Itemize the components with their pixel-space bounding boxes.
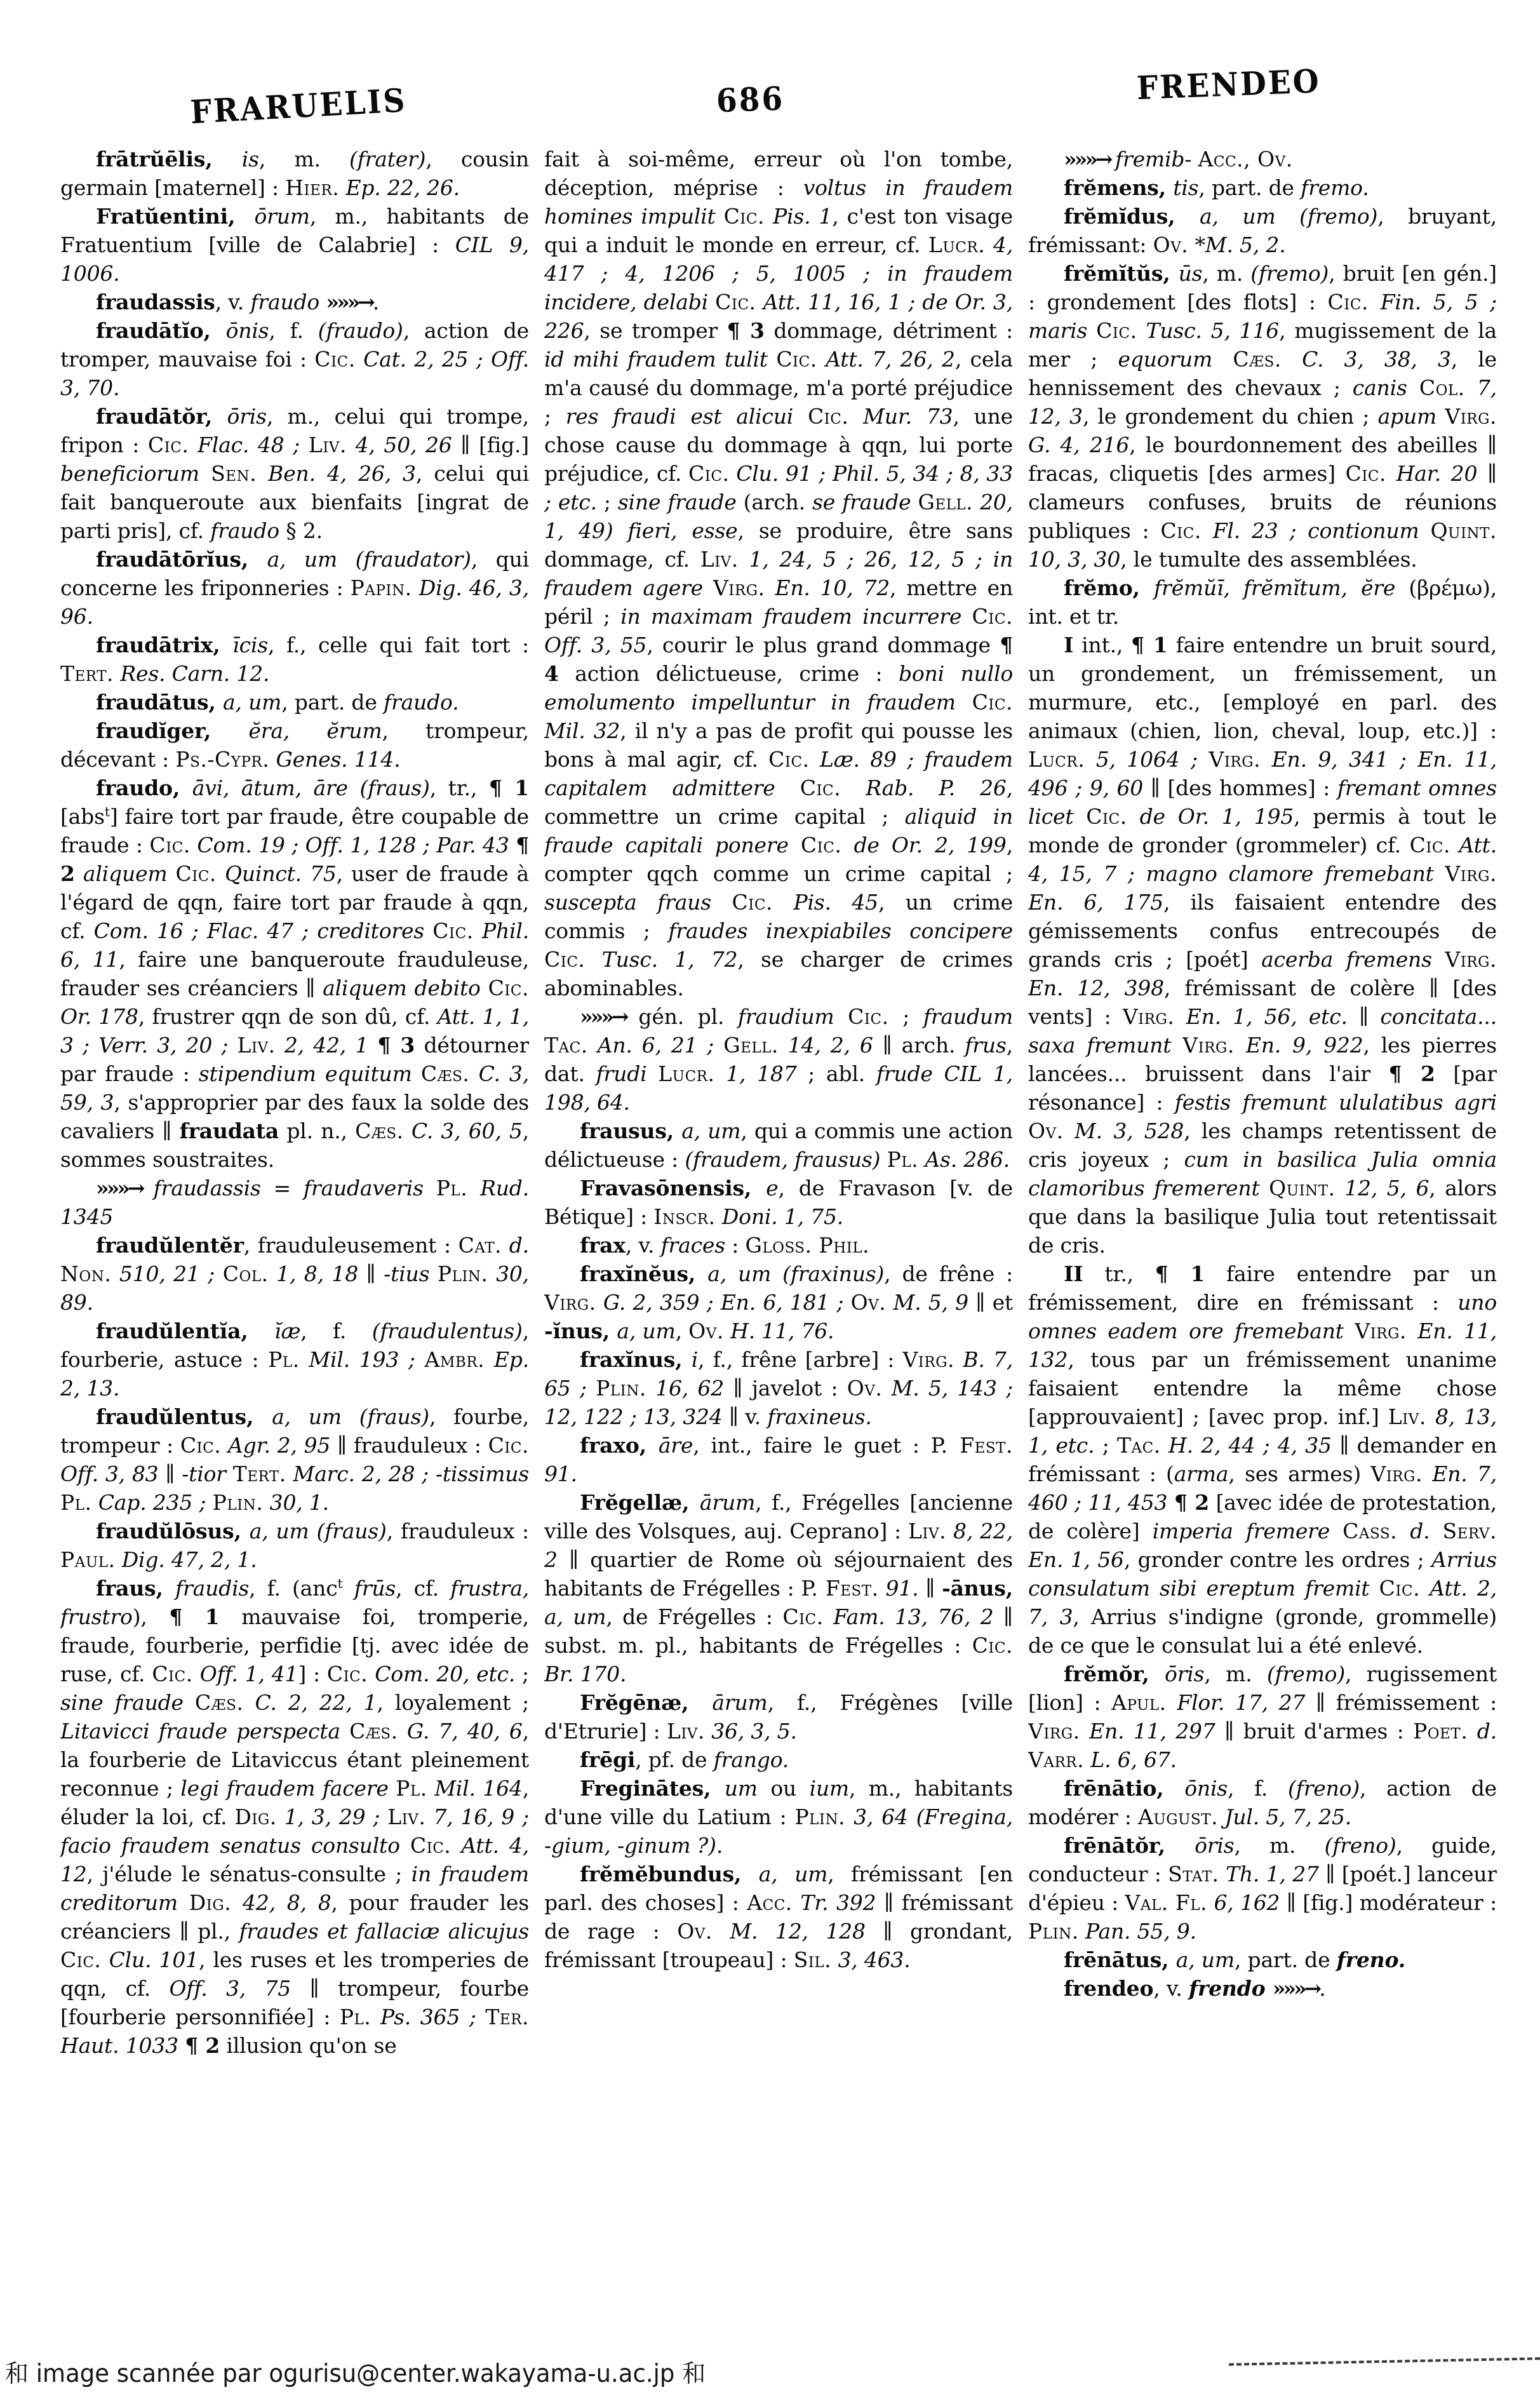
dictionary-entry: fraudātōrĭus, a, um (fraudator), qui concerne les friponneries : Papin. Dig. 46, 3, 96. xyxy=(60,547,529,629)
dictionary-entry: fraudĭger, ĕra, ĕrum, trompeur, décevant : Ps.-Cypr. Genes. 114. xyxy=(60,718,529,772)
dictionary-entry: frĕmo, frĕmŭī, frĕmĭtum, ĕre (βρέμω), int. et tr. xyxy=(1028,575,1497,629)
dictionary-entry: fraudassis, v. fraudo »»»→. xyxy=(96,290,380,314)
arrow-marker-icon: »»»→ xyxy=(1272,1976,1320,2001)
dictionary-entry: frĕmŏr, ōris, m. (fremo), rugissement [lion] : Apul. Flor. 17, 27 ∥ frémissement : Virg. En. 11, 297 ∥ bruit d'armes : Poet. d. Varr. L. 6, 67. xyxy=(1028,1662,1497,1772)
dictionary-entry: II tr., ¶ 1 faire entendre par un frémissement, dire en frémissant : uno omnes eadem ore fremebant Virg. En. 11, 132, tous par un frémissement unanime faisaient entendre la même chose [approuvaient] ; [avec prop. inf.] Liv. 8, 13, 1, etc. ; Tac. H. 2, 44 ; 4, 35 ∥ demander en frémissant : (arma, ses armes) Virg. En. 7, 460 ; 11, 453 ¶ 2 [avec idée de protestation, de colère] imperia fremere Cass. d. Serv. En. 1, 56, gronder contre les ordres ; Arrius consulatum sibi ereptum fremit Cic. Att. 2, 7, 3, Arrius s'indigne (gronde, grommelle) de ce que le consulat lui a été enlevé. xyxy=(1028,1261,1497,1658)
dictionary-entry: fraudŭlentus, a, um (fraus), fourbe, trompeur : Cic. Agr. 2, 95 ∥ frauduleux : Cic. Off. 3, 83 ∥ -tior Tert. Marc. 2, 28 ; -tissimus Pl. Cap. 235 ; Plin. 30, 1. xyxy=(60,1404,529,1515)
arrow-marker-icon: »»»→ xyxy=(1064,147,1116,171)
dictionary-entry: I int., ¶ 1 faire entendre un bruit sourd, un grondement, un frémissement, un murmure, etc., [employé en parl. des animaux (chien, lion, cheval, loup, etc.)] : Lucr. 5, 1064 ; Virg. En. 9, 341 ; En. 11, 496 ; 9, 60 ∥ [des hommes] : fremant omnes licet Cic. de Or. 1, 195, permis à tout le monde de gronder (grommeler) cf. Cic. Att. 4, 15, 7 ; magno clamore fremebant Virg. En. 6, 175, ils faisaient entendre des gémissements confus entrecoupés de grands cris ; [poét] acerba fremens Virg. En. 12, 398, frémissant de colère ∥ [des vents] : Virg. En. 1, 56, etc. ∥ concitata... saxa fremunt Virg. En. 9, 922, les pierres lancées... bruissent dans l'air ¶ 2 [par résonance] : festis fremunt ululatibus agri Ov. M. 3, 528, les champs retentissent de cris joyeux ; cum in basilica Julia omnia clamoribus fremerent Quint. 12, 5, 6, alors que dans la basilique Julia tout retentissait de cris. xyxy=(1028,633,1497,1258)
dictionary-entry: fraxo, āre, int., faire le guet : P. Fest. 91. xyxy=(544,1433,1013,1486)
dictionary-column-2 xyxy=(544,145,1013,2349)
dictionary-entry: fraudātus, a, um, part. de fraudo. xyxy=(96,690,459,715)
dictionary-column-3 xyxy=(1028,145,1497,2349)
dictionary-entry: frĕmĕbundus, a, um, frémissant [en parl. des choses] : Acc. Tr. 392 ∥ frémissant de rage : Ov. M. 12, 128 ∥ grondant, frémissant [troupeau] : Sil. 3, 463. xyxy=(544,1862,1013,1972)
dictionary-entry: fraxĭnus, i, f., frêne [arbre] : Virg. B. 7, 65 ; Plin. 16, 62 ∥ javelot : Ov. M. 5, 143 ; 12, 122 ; 13, 324 ∥ v. fraxineus. xyxy=(544,1347,1013,1429)
dictionary-entry: Frĕgēnæ, ārum, f., Frégènes [ville d'Etrurie] : Liv. 36, 3, 5. xyxy=(544,1690,1013,1744)
dictionary-entry: frax, v. fraces : Gloss. Phil. xyxy=(580,1233,870,1258)
running-head xyxy=(0,0,1540,140)
dictionary-entry: frendeo, v. frendo »»»→. xyxy=(1064,1976,1326,2001)
dictionary-entry: »»»→ gén. pl. fraudium Cic. ; fraudum Tac. An. 6, 21 ; Gell. 14, 2, 6 ∥ arch. frus, dat. frudi Lucr. 1, 187 ; abl. frude CIL 1, 198, 64. xyxy=(544,1004,1013,1115)
dictionary-entry: frātrŭēlis, is, m. (frater), cousin germain [maternel] : Hier. Ep. 22, 26. xyxy=(60,147,529,200)
dictionary-entry: fraudŭlentĕr, frauduleusement : Cat. d. Non. 510, 21 ; Col. 1, 8, 18 ∥ -tius Plin. 30, 89. xyxy=(60,1233,529,1315)
dictionary-entry: fraudātrix, īcis, f., celle qui fait tort : Tert. Res. Carn. 12. xyxy=(60,633,529,686)
dictionary-entry: Fratŭentini, ōrum, m., habitants de Fratuentium [ville de Calabrie] : CIL 9, 1006. xyxy=(60,204,529,286)
dictionary-entry: frēnātio, ōnis, f. (freno), action de modérer : August. Jul. 5, 7, 25. xyxy=(1028,1776,1497,1829)
dictionary-entry: Frĕgellæ, ārum, f., Frégelles [ancienne ville des Volsques, auj. Ceprano] : Liv. 8, 22, 2 ∥ quartier de Rome où séjournaient des habitants de Frégelles : P. Fest. 91. ∥ -ānus, a, um, de Frégelles : Cic. Fam. 13, 76, 2 ∥ subst. m. pl., habitants de Frégelles : Cic. Br. 170. xyxy=(544,1490,1013,1686)
dictionary-columns xyxy=(60,145,1497,2349)
dictionary-entry: frēnātus, a, um, part. de freno. xyxy=(1064,1947,1405,1972)
dictionary-entry: Freginātes, um ou ium, m., habitants d'une ville du Latium : Plin. 3, 64 (Fregina, -gium, -ginum ?). xyxy=(544,1776,1013,1858)
dictionary-entry: fait à soi-même, erreur où l'on tombe, déception, méprise : voltus in fraudem homines impulit Cic. Pis. 1, c'est ton visage qui a induit le monde en erreur, cf. Lucr. 4, 417 ; 4, 1206 ; 5, 1005 ; in fraudem incidere, delabi Cic. Att. 11, 16, 1 ; de Or. 3, 226, se tromper ¶ 3 dommage, détriment : id mihi fraudem tulit Cic. Att. 7, 26, 2, cela m'a causé du dommage, m'a porté préjudice ; res fraudi est alicui Cic. Mur. 73, une chose cause du dommage à qqn, lui porte préjudice, cf. Cic. Clu. 91 ; Phil. 5, 34 ; 8, 33 ; etc. ; sine fraude (arch. se fraude Gell. 20, 1, 49) fieri, esse, se produire, être sans dommage, cf. Liv. 1, 24, 5 ; 26, 12, 5 ; in fraudem agere Virg. En. 10, 72, mettre en péril ; in maximam fraudem incurrere Cic. Off. 3, 55, courir le plus grand dommage ¶ 4 action délictueuse, crime : boni nullo emolumento impelluntur in fraudem Cic. Mil. 32, il n'y a pas de profit qui pousse les bons à mal agir, cf. Cic. Læ. 89 ; fraudem capitalem admittere Cic. Rab. P. 26, commettre un crime capital ; aliquid in fraude capitali ponere Cic. de Or. 2, 199, compter qqch comme un crime capital ; suscepta fraus Cic. Pis. 45, un crime commis ; fraudes inexpiabiles concipere Cic. Tusc. 1, 72, se charger de crimes abominables. xyxy=(544,147,1013,1000)
dictionary-entry: frēgi, pf. de frango. xyxy=(580,1747,789,1772)
dictionary-entry: frĕmens, tis, part. de fremo. xyxy=(1064,175,1369,200)
dictionary-entry: fraudātŏr, ōris, m., celui qui trompe, fripon : Cic. Flac. 48 ; Liv. 4, 50, 26 ∥ [fig.] beneficiorum Sen. Ben. 4, 26, 3, celui qui fait banqueroute aux bienfaits [ingrat de parti pris], cf. fraudo § 2. xyxy=(60,404,529,543)
dictionary-entry: »»»→ fraudassis = fraudaveris Pl. Rud. 1345 xyxy=(60,1176,529,1229)
dictionary-entry: frĕmĭtŭs, ūs, m. (fremo), bruit [en gén.] : grondement [des flots] : Cic. Fin. 5, 5 ; maris Cic. Tusc. 5, 116, mugissement de la mer ; equorum Cæs. C. 3, 38, 3, le hennissement des chevaux ; canis Col. 7, 12, 3, le grondement du chien ; apum Virg. G. 4, 216, le bourdonnement des abeilles ∥ fracas, cliquetis [des armes] Cic. Har. 20 ∥ clameurs confuses, bruits de réunions publiques : Cic. Fl. 23 ; contionum Quint. 10, 3, 30, le tumulte des assemblées. xyxy=(1028,261,1497,572)
dictionary-entry: fraudŭlōsus, a, um (fraus), frauduleux : Paul. Dig. 47, 2, 1. xyxy=(60,1519,529,1572)
dictionary-entry: Fravasōnensis, e, de Fravason [v. de Bétique] : Inscr. Doni. 1, 75. xyxy=(544,1176,1013,1229)
dictionary-entry: »»»→ fremib- Acc., Ov. xyxy=(1064,147,1293,171)
dictionary-column-1 xyxy=(60,145,529,2349)
arrow-marker-icon: »»»→ xyxy=(580,1004,639,1029)
dictionary-entry: fraudo, āvi, ātum, āre (fraus), tr., ¶ 1 [abs$^t$] faire tort par fraude, être coupable de fraude : Cic. Com. 19 ; Off. 1, 128 ; Par. 43 ¶ 2 aliquem Cic. Quinct. 75, user de fraude à l'égard de qqn, faire tort par fraude à qqn, cf. Com. 16 ; Flac. 47 ; creditores Cic. Phil. 6, 11, faire une banqueroute frauduleuse, frauder ses créanciers ∥ aliquem debito Cic. Or. 178, frustrer qqn de son dû, cf. Att. 1, 1, 3 ; Verr. 3, 20 ; Liv. 2, 42, 1 ¶ 3 détourner par fraude : stipendium equitum Cæs. C. 3, 59, 3, s'approprier par des faux la solde des cavaliers ∥ fraudata pl. n., Cæs. C. 3, 60, 5, sommes soustraites. xyxy=(60,776,529,1172)
dictionary-entry: frausus, a, um, qui a commis une action délictueuse : (fraudem, frausus) Pl. As. 286. xyxy=(544,1119,1013,1172)
running-head-right: FRENDEO xyxy=(1135,62,1322,108)
arrow-marker-icon: »»»→ xyxy=(326,290,373,314)
page-number: 686 xyxy=(715,80,786,121)
running-head-left: FRARUELIS xyxy=(189,81,408,132)
dictionary-entry: fraudŭlentĭa, ĭæ, f. (fraudulentus), fourberie, astuce : Pl. Mil. 193 ; Ambr. Ep. 2, 13. xyxy=(60,1319,529,1401)
arrow-marker-icon: »»»→ xyxy=(96,1176,154,1200)
dictionary-entry: frēnātŏr, ōris, m. (freno), guide, conducteur : Stat. Th. 1, 27 ∥ [poét.] lanceur d'épieu : Val. Fl. 6, 162 ∥ [fig.] modérateur : Plin. Pan. 55, 9. xyxy=(1028,1833,1497,1944)
dictionary-entry: frĕmĭdus, a, um (fremo), bruyant, frémissant: Ov. *M. 5, 2. xyxy=(1028,204,1497,257)
dictionary-entry: fraudātĭo, ōnis, f. (fraudo), action de tromper, mauvaise foi : Cic. Cat. 2, 25 ; Off. 3, 70. xyxy=(60,318,529,400)
dictionary-entry: fraxĭnĕus, a, um (fraxinus), de frêne : Virg. G. 2, 359 ; En. 6, 181 ; Ov. M. 5, 9 ∥ et -ĭnus, a, um, Ov. H. 11, 76. xyxy=(544,1261,1013,1343)
dictionary-entry: fraus, fraudis, f. (anc$^t$ frūs, cf. frustra, frustro), ¶ 1 mauvaise foi, tromperie, fraude, fourberie, perfidie [tj. avec idée de ruse, cf. Cic. Off. 1, 41] : Cic. Com. 20, etc. ; sine fraude Cæs. C. 2, 22, 1, loyalement ; Litavicci fraude perspecta Cæs. G. 7, 40, 6, la fourberie de Litaviccus étant pleinement reconnue ; legi fraudem facere Pl. Mil. 164, éluder la loi, cf. Dig. 1, 3, 29 ; Liv. 7, 16, 9 ; facio fraudem senatus consulto Cic. Att. 4, 12, j'élude le sénatus-consulte ; in fraudem creditorum Dig. 42, 8, 8, pour frauder les créanciers ∥ pl., fraudes et fallaciæ alicujus Cic. Clu. 101, les ruses et les tromperies de qqn, cf. Off. 3, 75 ∥ trompeur, fourbe [fourberie personnifiée] : Pl. Ps. 365 ; Ter. Haut. 1033 ¶ 2 illusion qu'on se xyxy=(60,1576,529,2058)
scan-artifact-dashes xyxy=(1229,2357,1540,2365)
scan-credit: 和 image scannée par ogurisu@center.wakayama-u.ac.jp 和 xyxy=(5,2359,706,2388)
